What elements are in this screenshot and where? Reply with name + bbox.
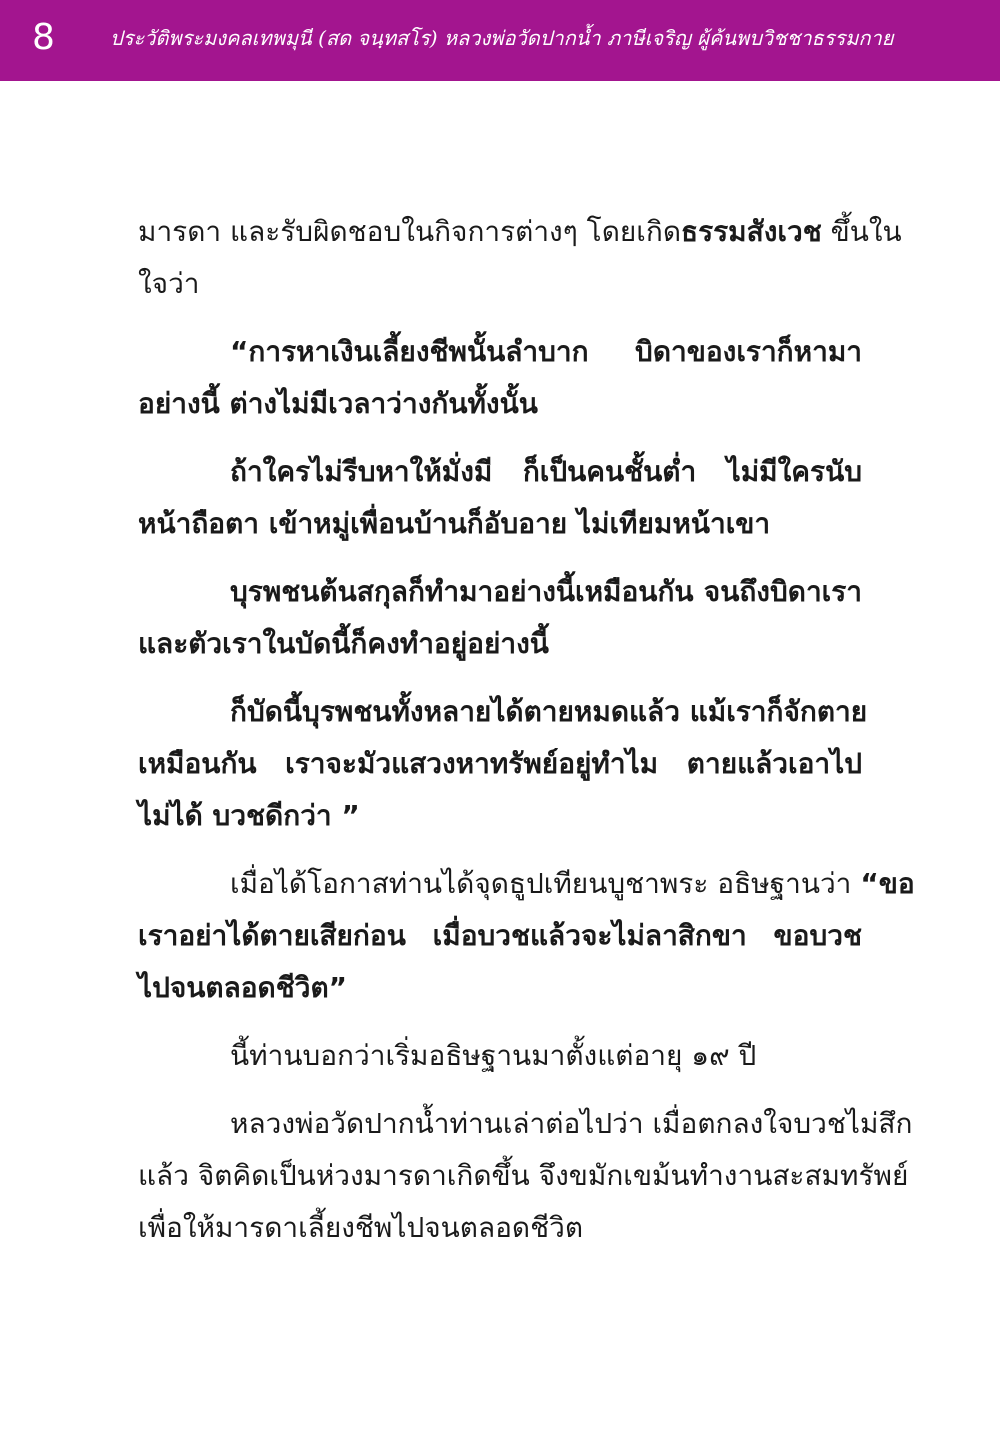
bold-term: ธรรมสังเวช xyxy=(681,215,822,248)
page-number: 8 xyxy=(32,17,55,58)
quote-line: หน้าถือตา เข้าหมู่เพื่อนบ้านก็อับอาย ไม่เทียมหน้าเขา xyxy=(138,507,771,540)
quote-line: “การหาเงินเลี้ยงชีพนั้นลำบาก บิดาของเราก็หามา xyxy=(230,335,862,368)
quote-line: ถ้าใครไม่รีบหาให้มั่งมี ก็เป็นคนชั้นต่ำ ไม่มีใครนับ xyxy=(230,455,862,488)
bold-quote-start: “ขอ xyxy=(860,867,915,900)
paragraph-line xyxy=(138,210,902,254)
quote-line: และตัวเราในบัดนี้ก็คงทำอยู่อย่างนี้ xyxy=(138,627,549,660)
text-run: มารดา และรับผิดชอบในกิจการต่างๆ โดยเกิด xyxy=(138,215,682,248)
quote-line: ไม่ได้ บวชดีกว่า ” xyxy=(138,799,360,832)
quote-line: บุรพชนต้นสกุลก็ทำมาอย่างนี้เหมือนกัน จนถึงบิดาเรา xyxy=(230,575,862,608)
paragraph-line: เพื่อให้มารดาเลี้ยงชีพไปจนตลอดชีวิต xyxy=(138,1211,584,1244)
quote-line: เหมือนกัน เราจะมัวแสวงหาทรัพย์อยู่ทำไม ตายแล้วเอาไป xyxy=(138,747,862,780)
paragraph-line: หลวงพ่อวัดปากน้ำท่านเล่าต่อไปว่า เมื่อตกลงใจบวชไม่สึก xyxy=(230,1107,913,1140)
quote-line: ไปจนตลอดชีวิต” xyxy=(138,971,348,1004)
quote-line: อย่างนี้ ต่างไม่มีเวลาว่างกันทั้งนั้น xyxy=(138,387,538,420)
paragraph-line: ใจว่า xyxy=(138,267,200,300)
page-header xyxy=(0,0,1000,81)
quote-line: เราอย่าได้ตายเสียก่อน เมื่อบวชแล้วจะไม่ลาสิกขา ขอบวช xyxy=(138,919,862,952)
text-run: ขึ้นใน xyxy=(821,215,902,248)
paragraph-line: นี้ท่านบอกว่าเริ่มอธิษฐานมาตั้งแต่อายุ ๑๙ ปี xyxy=(230,1039,757,1072)
paragraph-line xyxy=(230,862,915,906)
paragraph-line: แล้ว จิตคิดเป็นห่วงมารดาเกิดขึ้น จึงขมักเขม้นทำงานสะสมทรัพย์ xyxy=(138,1159,909,1192)
text-run: เมื่อได้โอกาสท่านได้จุดธูปเทียนบูชาพระ อธิษฐานว่า xyxy=(230,867,861,900)
quote-line: ก็บัดนี้บุรพชนทั้งหลายได้ตายหมดแล้ว แม้เราก็จักตาย xyxy=(230,695,868,728)
running-title: ประวัติพระมงคลเทพมุนี (สด จนฺทสโร) หลวงพ่อวัดปากน้ำ ภาษีเจริญ ผู้ค้นพบวิชชาธรรมกาย xyxy=(110,26,894,50)
